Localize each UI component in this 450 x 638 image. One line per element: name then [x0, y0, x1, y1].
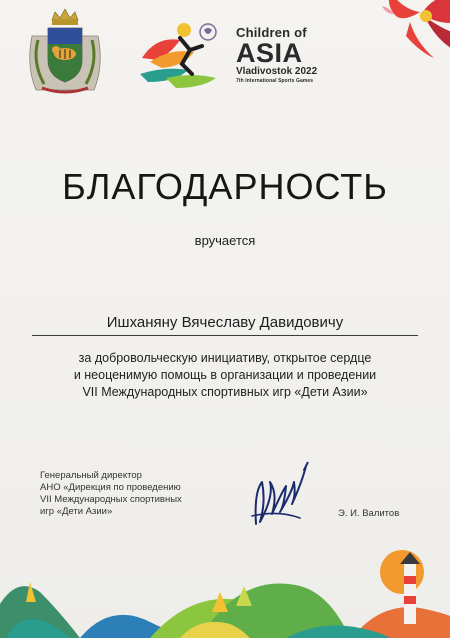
presented-label: вручается [194, 233, 256, 248]
logo-line-3: Vladivostok 2022 [236, 66, 318, 77]
signatory-line: Генеральный директор [40, 470, 142, 481]
signatory-name: Э. И. Валитов [338, 508, 400, 519]
handwritten-signature-icon [248, 452, 318, 532]
signatory-line: VII Международных спортивных [40, 494, 182, 505]
children-of-asia-runner-logo-icon [136, 18, 226, 90]
certificate-title: БЛАГОДАРНОСТЬ [62, 166, 388, 207]
hills-lighthouse-landscape-icon [0, 542, 450, 638]
reason-line: VII Международных спортивных игр «Дети Азии» [82, 385, 368, 399]
logo-line-4: 7th International Sports Games [236, 78, 314, 84]
logo-line-1: Children of [236, 25, 307, 40]
signatory-line: игр «Дети Азии» [40, 506, 113, 517]
signatory-line: АНО «Дирекция по проведению [40, 482, 181, 493]
reason-line: за добровольческую инициативу, открытое сердце [78, 351, 372, 365]
recipient-name: Ишханяну Вячеславу Давидовичу [32, 314, 418, 336]
reason-line: и неоценимую помощь в организации и проведении [73, 368, 377, 382]
primorsky-krai-coat-of-arms-icon [22, 6, 108, 98]
flower-petals-icon [360, 0, 450, 62]
reason-text [20, 350, 430, 401]
logo-line-2: ASIA [236, 38, 303, 68]
logo-wordmark [236, 26, 348, 85]
signatory-title [40, 470, 240, 518]
